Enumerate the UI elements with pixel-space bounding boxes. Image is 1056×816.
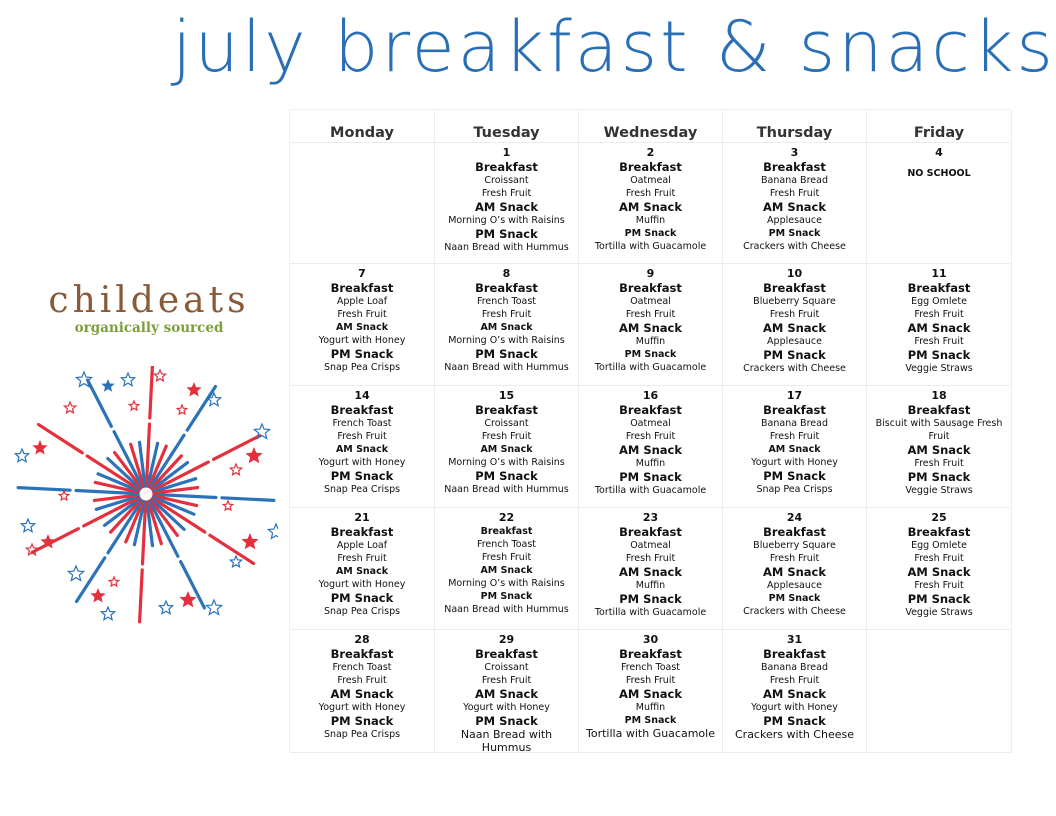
am-snack-label: AM Snack [618,200,683,214]
am-snack-label: AM Snack [480,322,533,333]
breakfast-label: Breakfast [619,160,682,174]
star-icon [26,544,37,555]
am-snack-label: AM Snack [335,444,389,455]
date-number: 21 [354,511,370,524]
breakfast-item: Fresh Fruit [769,553,820,564]
pm-snack-item: Naan Bread with Hummus [444,242,569,253]
star-icon [101,607,114,620]
am-snack-label: AM Snack [480,565,533,576]
no-school-note: NO SCHOOL [907,168,971,179]
star-icon [109,577,119,586]
breakfast-item: Fresh Fruit [625,553,676,564]
pm-snack-item: Tortilla with Guacamole [594,241,707,252]
pm-snack-label: PM Snack [330,714,394,728]
pm-snack-item: Snap Pea Crisps [756,484,833,495]
star-icon [64,402,75,413]
am-snack-item: Morning O’s with Raisins [448,578,565,589]
pm-snack-label: PM Snack [619,470,682,484]
date-number: 28 [354,633,370,646]
pm-snack-label: PM Snack [624,715,677,726]
date-number: 14 [354,389,370,402]
breakfast-item: Egg Omlete [911,296,967,307]
pm-snack-item: Tortilla with Guacamole [594,607,707,618]
am-snack-label: AM Snack [474,200,539,214]
breakfast-item: Fresh Fruit [337,553,387,564]
am-snack-item: Yogurt with Honey [318,702,406,713]
am-snack-item: Yogurt with Honey [751,702,838,713]
day-cell [867,264,1012,386]
day-header-monday: Monday [290,110,435,143]
breakfast-item: Fresh Fruit [769,675,820,686]
pm-snack-label: PM Snack [619,592,682,606]
breakfast-item: Blueberry Square [753,540,836,551]
star-icon [177,405,187,414]
day-cell [723,143,867,264]
breakfast-item: Biscuit with Sausage Fresh Fruit [875,418,1003,442]
breakfast-item: Fresh Fruit [481,431,532,442]
am-snack-label: AM Snack [762,687,827,701]
day-cell [290,386,435,508]
pm-snack-label: PM Snack [475,347,538,361]
pm-snack-label: PM Snack [330,347,394,361]
breakfast-label: Breakfast [763,160,826,174]
date-number: 24 [786,511,803,524]
star-icon [179,591,196,607]
am-snack-item: Muffin [635,580,666,591]
breakfast-item: Fresh Fruit [481,675,532,686]
day-cell [867,143,1012,264]
pm-snack-label: PM Snack [768,593,821,604]
date-number: 16 [642,389,659,402]
pm-snack-item: Crackers with Cheese [743,363,846,374]
pm-snack-label: PM Snack [475,227,538,241]
star-icon [154,370,165,381]
star-icon [159,601,172,614]
star-icon [223,501,233,510]
day-header-wednesday: Wednesday [579,110,723,143]
breakfast-label: Breakfast [619,525,682,539]
breakfast-item: Fresh Fruit [769,188,820,199]
am-snack-item: Applesauce [767,336,822,347]
pm-snack-item: Snap Pea Crisps [323,362,401,373]
childeats-logo [44,280,254,336]
date-number: 1 [502,146,511,159]
pm-snack-label: PM Snack [330,591,394,605]
am-snack-label: AM Snack [335,322,389,333]
day-cell [435,264,579,386]
date-number: 30 [642,633,659,646]
am-snack-item: Applesauce [767,215,822,226]
am-snack-item: Yogurt with Honey [463,702,550,713]
star-icon [241,533,258,549]
date-number: 22 [498,511,515,524]
pm-snack-item: Crackers with Cheese [743,241,846,252]
pm-snack-item: Crackers with Cheese [734,728,854,741]
breakfast-label: Breakfast [907,281,971,295]
breakfast-item: Banana Bread [761,418,828,429]
am-snack-item: Muffin [635,215,666,226]
breakfast-label: Breakfast [763,281,826,295]
pm-snack-label: PM Snack [475,714,538,728]
day-cell [290,508,435,630]
am-snack-label: AM Snack [618,687,683,701]
am-snack-label: AM Snack [618,321,683,335]
breakfast-item: French Toast [476,539,537,550]
date-number: 31 [786,633,803,646]
breakfast-label: Breakfast [330,281,394,295]
pm-snack-item: Veggie Straws [905,485,973,496]
breakfast-label: Breakfast [763,525,826,539]
am-snack-item: Yogurt with Honey [751,457,838,468]
pm-snack-label: PM Snack [475,469,538,483]
am-snack-label: AM Snack [907,321,971,335]
breakfast-label: Breakfast [619,647,682,661]
star-icon [68,566,83,581]
pm-snack-item: Tortilla with Guacamole [594,362,707,373]
breakfast-item: Apple Loaf [336,540,388,551]
am-snack-label: AM Snack [335,566,389,577]
am-snack-item: Yogurt with Honey [318,457,406,468]
breakfast-label: Breakfast [330,525,394,539]
breakfast-label: Breakfast [475,281,538,295]
pm-snack-label: PM Snack [624,349,677,360]
date-number: 2 [646,146,655,159]
star-icon [230,556,241,567]
star-icon [101,379,114,392]
date-number: 9 [646,267,655,280]
am-snack-item: Muffin [635,702,666,713]
am-snack-item: Fresh Fruit [914,458,964,469]
pm-snack-label: PM Snack [330,469,394,483]
day-cell [579,630,723,753]
firework-ray [150,366,153,418]
breakfast-item: French Toast [476,296,537,307]
am-snack-label: AM Snack [480,444,533,455]
breakfast-item: Fresh Fruit [625,675,676,686]
breakfast-label: Breakfast [763,647,826,661]
logo-wordmark: childeats [48,280,250,321]
breakfast-item: Fresh Fruit [625,431,676,442]
am-snack-label: AM Snack [762,200,827,214]
am-snack-label: AM Snack [474,687,539,701]
pm-snack-item: Snap Pea Crisps [323,484,401,495]
am-snack-item: Yogurt with Honey [318,579,406,590]
am-snack-item: Muffin [635,336,666,347]
date-number: 18 [931,389,947,402]
breakfast-label: Breakfast [330,647,394,661]
menu-calendar [289,109,1011,752]
am-snack-label: AM Snack [762,321,827,335]
pm-snack-item: Naan Bread with Hummus [444,604,569,615]
firework-ray [38,425,82,453]
am-snack-label: AM Snack [618,565,683,579]
am-snack-label: AM Snack [618,443,683,457]
breakfast-item: Fresh Fruit [625,188,676,199]
breakfast-item: Oatmeal [630,418,671,429]
pm-snack-label: PM Snack [480,591,533,602]
breakfast-label: Breakfast [619,403,682,417]
star-icon [129,401,139,410]
pm-snack-item: Tortilla with Guacamole [594,485,707,496]
day-cell [579,508,723,630]
pm-snack-item: Snap Pea Crisps [323,606,401,617]
breakfast-item: Fresh Fruit [769,309,820,320]
day-header-friday: Friday [867,110,1012,143]
am-snack-item: Yogurt with Honey [318,335,406,346]
breakfast-label: Breakfast [330,403,394,417]
day-cell [723,630,867,753]
pm-snack-item: Veggie Straws [905,363,973,374]
day-cell [290,630,435,753]
date-number: 3 [790,146,799,159]
star-icon [206,600,221,615]
day-cell [435,508,579,630]
am-snack-label: AM Snack [907,443,971,457]
date-number: 7 [358,267,366,280]
day-cell [867,630,1012,753]
breakfast-item: Fresh Fruit [625,309,676,320]
breakfast-item: French Toast [332,418,392,429]
day-cell [579,264,723,386]
page-title: july breakfast & snacks [172,6,1056,88]
pm-snack-label: PM Snack [907,348,971,362]
breakfast-item: Fresh Fruit [337,431,387,442]
firework-ray [32,529,78,553]
breakfast-item: Banana Bread [761,175,828,186]
star-icon [186,382,201,397]
date-number: 17 [786,389,803,402]
day-header-thursday: Thursday [723,110,867,143]
am-snack-item: Morning O’s with Raisins [448,335,565,346]
breakfast-item: Fresh Fruit [914,309,964,320]
day-cell [579,386,723,508]
star-icon [90,588,105,603]
breakfast-item: Fresh Fruit [481,552,532,563]
breakfast-item: French Toast [620,662,681,673]
day-cell [435,386,579,508]
logo-tagline: organically sourced [74,320,224,336]
star-icon [21,519,34,532]
breakfast-item: Croissant [484,418,529,429]
am-snack-item: Fresh Fruit [914,580,964,591]
pm-snack-item: Naan Bread with Hummus [460,728,553,753]
breakfast-label: Breakfast [475,160,538,174]
breakfast-label: Breakfast [907,403,971,417]
date-number: 29 [498,633,515,646]
day-cell [290,264,435,386]
breakfast-label: Breakfast [480,526,533,537]
am-snack-label: AM Snack [907,565,971,579]
day-cell [723,386,867,508]
breakfast-item: Fresh Fruit [914,553,964,564]
am-snack-label: AM Snack [762,565,827,579]
am-snack-item: Fresh Fruit [914,336,964,347]
breakfast-item: Fresh Fruit [481,309,532,320]
breakfast-item: French Toast [332,662,392,673]
breakfast-item: Banana Bread [761,662,828,673]
am-snack-label: AM Snack [768,444,821,455]
date-number: 25 [931,511,947,524]
day-cell [867,508,1012,630]
day-cell [435,630,579,753]
day-cell [435,143,579,264]
am-snack-item: Morning O’s with Raisins [448,215,565,226]
star-icon [245,447,262,463]
date-number: 11 [931,267,947,280]
breakfast-item: Fresh Fruit [337,675,387,686]
pm-snack-label: PM Snack [907,592,971,606]
star-icon [15,449,28,462]
pm-snack-item: Tortilla with Guacamole [586,727,715,740]
breakfast-label: Breakfast [475,403,538,417]
pm-snack-label: PM Snack [624,228,677,239]
star-icon [32,440,47,455]
firework-ray [140,570,143,622]
star-icon [59,491,69,500]
star-icon [268,524,278,539]
breakfast-item: Oatmeal [630,296,671,307]
breakfast-item: Croissant [484,175,529,186]
pm-snack-label: PM Snack [768,228,821,239]
date-number: 15 [498,389,515,402]
breakfast-item: Oatmeal [630,175,671,186]
pm-snack-label: PM Snack [907,470,971,484]
day-cell [867,386,1012,508]
breakfast-item: Fresh Fruit [769,431,820,442]
firework-rays [18,366,274,622]
firework-ray [222,498,274,501]
day-cell [290,143,435,264]
am-snack-item: Morning O’s with Raisins [448,457,565,468]
date-number: 23 [642,511,659,524]
pm-snack-item: Veggie Straws [905,607,973,618]
breakfast-label: Breakfast [475,647,538,661]
star-icon [230,464,241,475]
pm-snack-label: PM Snack [763,714,826,728]
breakfast-item: Apple Loaf [336,296,388,307]
date-number: 8 [502,267,511,280]
firework-ray [18,488,70,491]
date-number: 10 [786,267,803,280]
breakfast-label: Breakfast [763,403,826,417]
breakfast-item: Fresh Fruit [481,188,532,199]
pm-snack-item: Crackers with Cheese [743,606,846,617]
breakfast-label: Breakfast [907,525,971,539]
breakfast-item: Fresh Fruit [337,309,387,320]
pm-snack-item: Naan Bread with Hummus [444,362,569,373]
breakfast-item: Croissant [484,662,529,673]
day-cell [579,143,723,264]
breakfast-label: Breakfast [619,281,682,295]
breakfast-item: Blueberry Square [753,296,836,307]
am-snack-item: Muffin [635,458,666,469]
star-icon [121,373,134,386]
date-number: 4 [935,146,943,159]
breakfast-item: Egg Omlete [911,540,967,551]
day-cell [723,508,867,630]
fireworks-illustration [14,366,278,624]
pm-snack-label: PM Snack [763,469,826,483]
am-snack-label: AM Snack [330,687,394,701]
day-cell [723,264,867,386]
am-snack-item: Applesauce [767,580,822,591]
firework-stars [15,370,278,620]
pm-snack-item: Naan Bread with Hummus [444,484,569,495]
day-header-tuesday: Tuesday [435,110,579,143]
breakfast-item: Oatmeal [630,540,671,551]
pm-snack-item: Snap Pea Crisps [323,729,401,740]
pm-snack-label: PM Snack [763,348,826,362]
